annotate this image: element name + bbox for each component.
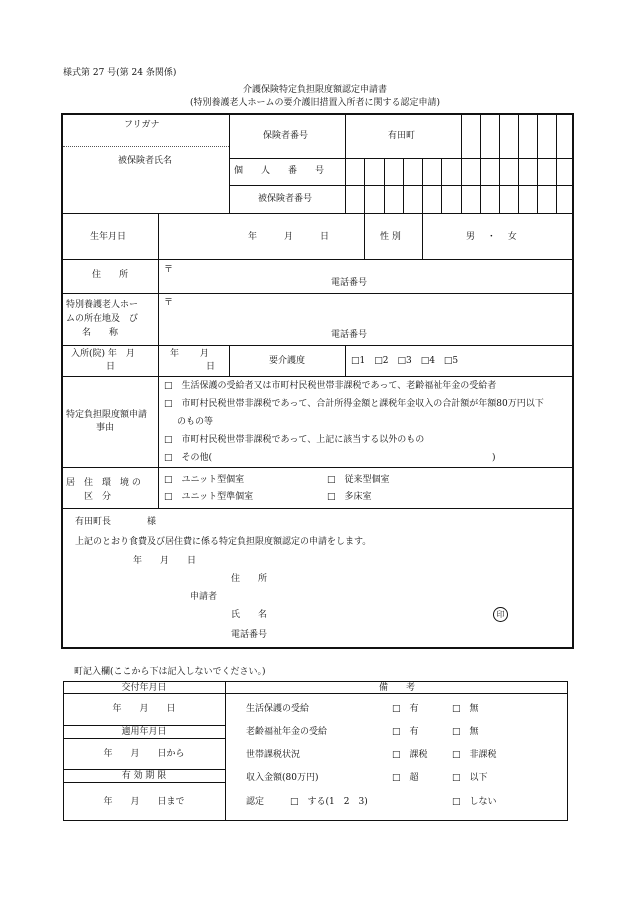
remark-label-welfare: 生活保護の受給: [246, 704, 310, 714]
env-label-line2: 区 分: [84, 492, 112, 502]
applicant-name-label: 氏 名: [231, 610, 268, 620]
applicant-address-label: 住 所: [231, 574, 268, 584]
sex-options: 男 ・ 女: [466, 232, 517, 242]
reason-label-line1: 特定負担限度額申請: [66, 410, 148, 420]
address-postal-mark: 〒: [164, 265, 174, 275]
applicant-label: 申請者: [190, 592, 218, 602]
care-level-options: □1 □2 □3 □4 □5: [351, 356, 459, 366]
reason-option-other: □ その他(: [164, 453, 213, 463]
remark-label-pension: 老齢福祉年金の受給: [246, 727, 328, 737]
env-option-multi-bed: □ 多床室: [327, 492, 372, 502]
reason-option-1: □ 生活保護の受給者又は市町村民税世帯非課税であって、老齢福祉年金の受給者: [164, 381, 497, 391]
application-statement: 上記のとおり食費及び居住費に係る特定負担限度額認定の申請をします。: [75, 537, 372, 547]
reason-option-3: □ 市町村民税世帯非課税であって、上記に該当する以外のもの: [164, 435, 425, 445]
addressee: 有田町長 様: [75, 517, 157, 527]
valid-until-value: 年 月 日まで: [103, 797, 185, 807]
admission-label-line2: 日: [106, 362, 116, 372]
reason-option-other-close: ): [492, 453, 496, 463]
office-use-caption: 町記入欄(ここから下は記入しないでください。): [74, 667, 266, 677]
care-level-label: 要介護度: [269, 356, 306, 366]
address-phone-label: 電話番号: [331, 278, 368, 288]
env-option-conventional-private: □ 従来型個室: [327, 475, 390, 485]
insured-number-label: 被保険者番号: [258, 194, 313, 204]
remark-label-approval: 認定: [246, 797, 265, 807]
birth-date-value: 年 月 日: [248, 232, 330, 242]
home-label-line1: 特別養護老人ホー: [66, 300, 139, 310]
personal-number-label: 個 人 番 号: [234, 166, 325, 176]
sex-label: 性 別: [380, 232, 401, 242]
env-option-unit-semi-private: □ ユニット型準個室: [164, 492, 254, 502]
apply-date-value: 年 月 日から: [103, 749, 185, 759]
remark-pension-no: □ 無: [452, 727, 479, 737]
reason-option-2: □ 市町村民税世帯非課税であって、合計所得金額と課税年金収入の合計額が年額80万円以下: [164, 399, 544, 409]
insurer-number-label: 保険者番号: [263, 131, 309, 141]
apply-date-label: 適用年月日: [121, 727, 167, 737]
furigana-label: フリガナ: [124, 120, 160, 130]
env-option-unit-private: □ ユニット型個室: [164, 475, 245, 485]
remark-income-over: □ 超: [392, 773, 419, 783]
remark-tax-untaxed: □ 非課税: [452, 750, 497, 760]
home-label-line2: ムの所在地及 び: [66, 314, 139, 324]
issue-date-value: 年 月 日: [112, 704, 176, 714]
home-phone-label: 電話番号: [331, 330, 368, 340]
remark-approval-no: □ しない: [452, 797, 497, 807]
remark-tax-taxed: □ 課税: [392, 750, 428, 760]
issue-date-label: 交付年月日: [121, 683, 167, 693]
remark-welfare-yes: □ 有: [392, 704, 419, 714]
form-number: 様式第 27 号(第 24 条関係): [63, 68, 177, 78]
env-label-line1: 居 住 環 境 の: [66, 478, 141, 488]
admission-value-line1: 年 月: [170, 349, 209, 359]
home-postal-mark: 〒: [164, 298, 174, 308]
home-label-line3: 名 称: [82, 328, 119, 338]
remark-welfare-no: □ 無: [452, 704, 479, 714]
insurer-name: 有田町: [388, 131, 416, 141]
remark-label-income: 収入金額(80万円): [246, 773, 319, 783]
remark-income-under: □ 以下: [452, 773, 488, 783]
remark-label-tax: 世帯課税状況: [246, 750, 301, 760]
admission-value-line2: 日: [206, 362, 216, 372]
seal-mark: 印: [493, 607, 508, 622]
reason-option-2-cont: のもの等: [177, 417, 214, 427]
remark-pension-yes: □ 有: [392, 727, 419, 737]
admission-label-line1: 入所(院) 年 月: [71, 349, 135, 359]
remark-approval-yes: □ する(1 2 3): [290, 797, 368, 807]
insured-name-label: 被保険者氏名: [118, 156, 173, 166]
applicant-phone-label: 電話番号: [231, 630, 268, 640]
birth-date-label: 生年月日: [90, 232, 127, 242]
address-label: 住 所: [92, 270, 129, 280]
reason-label-line2: 事由: [96, 423, 115, 433]
application-date: 年 月 日: [133, 556, 197, 566]
valid-until-label: 有 効 期 限: [121, 771, 167, 781]
form-title: 介護保険特定負担限度額認定申請書: [242, 85, 387, 95]
form-subtitle: (特別養護老人ホームの要介護旧措置入所者に関する認定申請): [189, 98, 441, 108]
remarks-header: 備 考: [378, 683, 415, 693]
